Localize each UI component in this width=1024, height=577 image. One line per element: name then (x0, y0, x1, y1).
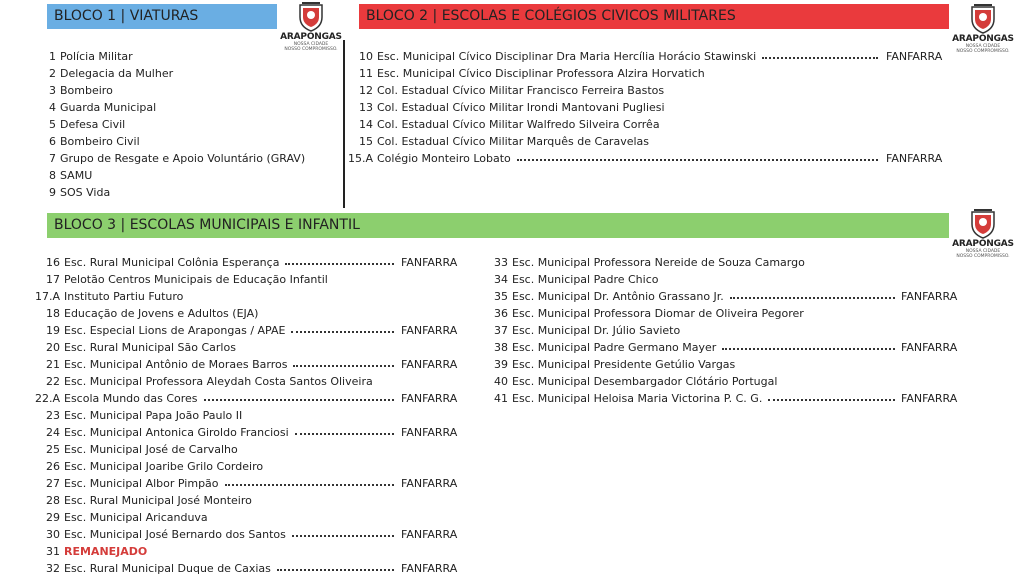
fanfarra-tag: FANFARRA (401, 528, 458, 541)
coat-of-arms-icon (968, 207, 998, 239)
item-name: Esc. Municipal José de Carvalho (64, 443, 238, 456)
item-number: 33 (494, 256, 508, 269)
item-number: 13 (359, 101, 373, 114)
leader-dots (285, 254, 394, 265)
item-name: Esc. Municipal Aricanduva (64, 511, 208, 524)
leader-dots (293, 356, 394, 367)
list-item (470, 322, 970, 339)
fanfarra-tag: FANFARRA (901, 392, 958, 405)
list-item (330, 48, 960, 65)
list-item (20, 99, 340, 116)
item-number: 10 (359, 50, 373, 63)
item-number: 40 (494, 375, 508, 388)
item-name: Esc. Municipal José Bernardo dos Santos (64, 528, 286, 541)
logo-name: ARAPONGAS (280, 32, 342, 42)
leader-dots (225, 475, 394, 486)
item-number: 31 (46, 545, 60, 558)
list-item (0, 509, 470, 526)
fanfarra-tag: FANFARRA (401, 562, 458, 575)
logo-tagline-2: NOSSO COMPROMISSO. (956, 254, 1010, 259)
list-item (470, 356, 970, 373)
leader-dots (277, 560, 394, 571)
item-number: 29 (46, 511, 60, 524)
bloco1-list (20, 48, 340, 201)
logo-tagline-1: NOSSA CIDADE (965, 44, 1001, 49)
bloco1-header: BLOCO 1 | VIATURAS (47, 4, 277, 29)
item-number: 32 (46, 562, 60, 575)
item-number: 39 (494, 358, 508, 371)
item-name: Esc. Rural Municipal José Monteiro (64, 494, 252, 507)
leader-dots (762, 48, 878, 59)
bloco3-right-list (470, 254, 970, 407)
logo-tagline-2: NOSSO COMPROMISSO. (284, 47, 338, 52)
fanfarra-tag: FANFARRA (401, 392, 458, 405)
item-name: Guarda Municipal (60, 101, 157, 114)
list-item (330, 65, 960, 82)
list-item (0, 441, 470, 458)
item-name: Defesa Civil (60, 118, 126, 131)
list-item (20, 150, 340, 167)
item-number: 35 (494, 290, 508, 303)
item-number: 15.A (347, 152, 373, 165)
arapongas-logo (947, 2, 1019, 54)
list-item (470, 390, 970, 407)
list-item (20, 65, 340, 82)
item-number: 36 (494, 307, 508, 320)
list-item (20, 116, 340, 133)
item-name: Esc. Municipal Professora Aleydah Costa Santos Oliveira (64, 375, 373, 388)
list-item (0, 458, 470, 475)
item-name: SOS Vida (60, 186, 111, 199)
item-name: Esc. Municipal Joaribe Grilo Cordeiro (64, 460, 264, 473)
item-name: Esc. Rural Municipal São Carlos (64, 341, 236, 354)
item-name: Esc. Municipal Padre Germano Mayer (512, 341, 717, 354)
leader-dots (768, 390, 895, 401)
fanfarra-tag: FANFARRA (401, 256, 458, 269)
list-item (470, 271, 970, 288)
item-name: Esc. Municipal Heloisa Maria Victorina P. C. G. (512, 392, 763, 405)
item-number: 14 (359, 118, 373, 131)
item-name: Colégio Monteiro Lobato (377, 152, 511, 165)
list-item (20, 133, 340, 150)
leader-dots (292, 526, 394, 537)
item-number: 11 (359, 67, 373, 80)
coat-of-arms-icon (968, 2, 998, 34)
fanfarra-tag: FANFARRA (401, 477, 458, 490)
item-name: Esc. Rural Municipal Colônia Esperança (64, 256, 280, 269)
item-number: 16 (46, 256, 60, 269)
item-number: 28 (46, 494, 60, 507)
item-name: Instituto Partiu Futuro (64, 290, 184, 303)
item-number: 5 (49, 118, 56, 131)
fanfarra-tag: FANFARRA (401, 324, 458, 337)
item-number: 38 (494, 341, 508, 354)
item-name: Bombeiro (60, 84, 113, 97)
item-number: 25 (46, 443, 60, 456)
item-number: 2 (49, 67, 56, 80)
list-item (470, 254, 970, 271)
list-item (470, 288, 970, 305)
logo-name: ARAPONGAS (952, 34, 1014, 44)
item-name: SAMU (60, 169, 93, 182)
item-name: Esc. Municipal Dr. Antônio Grassano Jr. (512, 290, 724, 303)
fanfarra-tag: FANFARRA (886, 50, 943, 63)
logo-name: ARAPONGAS (952, 239, 1014, 249)
logo-tagline-1: NOSSA CIDADE (965, 249, 1001, 254)
list-item (330, 82, 960, 99)
leader-dots (517, 150, 878, 161)
list-item (20, 184, 340, 201)
item-number: 20 (46, 341, 60, 354)
item-number: 22.A (34, 392, 60, 405)
list-item (0, 475, 470, 492)
item-number: 19 (46, 324, 60, 337)
item-number: 8 (49, 169, 56, 182)
list-item (0, 271, 470, 288)
leader-dots (722, 339, 895, 350)
item-number: 17 (46, 273, 60, 286)
item-name: Esc. Municipal Albor Pimpão (64, 477, 219, 490)
item-name: Esc. Municipal Desembargador Clótário Portugal (512, 375, 778, 388)
list-item (470, 305, 970, 322)
item-name: Col. Estadual Cívico Militar Francisco Ferreira Bastos (377, 84, 665, 97)
list-item (0, 424, 470, 441)
item-name: Esc. Municipal Antonica Giroldo Franciosi (64, 426, 289, 439)
list-item (0, 305, 470, 322)
item-name: Esc. Municipal Padre Chico (512, 273, 659, 286)
list-item (0, 543, 470, 560)
bloco3-left-list (0, 254, 470, 577)
list-item (0, 390, 470, 407)
list-item (330, 116, 960, 133)
item-name: Educação de Jovens e Adultos (EJA) (64, 307, 259, 320)
item-name: Esc. Municipal Professora Nereide de Souza Camargo (512, 256, 805, 269)
item-name: Esc. Municipal Cívico Disciplinar Professora Alzira Horvatich (377, 67, 705, 80)
item-name: Grupo de Resgate e Apoio Voluntário (GRAV) (60, 152, 306, 165)
item-name: Esc. Rural Municipal Duque de Caxias (64, 562, 271, 575)
list-item (0, 492, 470, 509)
logo-tagline-1: NOSSA CIDADE (293, 42, 329, 47)
item-name: Esc. Municipal Presidente Getúlio Vargas (512, 358, 736, 371)
item-name: Esc. Especial Lions de Arapongas / APAE (64, 324, 286, 337)
item-number: 12 (359, 84, 373, 97)
item-name: Col. Estadual Cívico Militar Walfredo Silveira Corrêa (377, 118, 660, 131)
item-name: Polícia Militar (60, 50, 133, 63)
fanfarra-tag: FANFARRA (401, 358, 458, 371)
leader-dots (291, 322, 394, 333)
item-number: 3 (49, 84, 56, 97)
list-item (330, 99, 960, 116)
list-item (20, 167, 340, 184)
item-name: Col. Estadual Cívico Militar Irondi Mantovani Pugliesi (377, 101, 665, 114)
list-item (330, 150, 960, 167)
coat-of-arms-icon (296, 0, 326, 32)
item-number: 1 (49, 50, 56, 63)
list-item (0, 373, 470, 390)
fanfarra-tag: FANFARRA (401, 426, 458, 439)
item-number: 34 (494, 273, 508, 286)
list-item (20, 48, 340, 65)
leader-dots (204, 390, 394, 401)
item-number: 41 (494, 392, 508, 405)
list-item (330, 133, 960, 150)
bloco3-header: BLOCO 3 | ESCOLAS MUNICIPAIS E INFANTIL (47, 213, 949, 238)
item-number: 24 (46, 426, 60, 439)
leader-dots (730, 288, 895, 299)
list-item (0, 288, 470, 305)
item-name: REMANEJADO (64, 545, 148, 558)
item-name: Escola Mundo das Cores (64, 392, 198, 405)
list-item (0, 322, 470, 339)
item-number: 6 (49, 135, 56, 148)
item-number: 21 (46, 358, 60, 371)
item-name: Pelotão Centros Municipais de Educação Infantil (64, 273, 328, 286)
item-name: Col. Estadual Cívico Militar Marquês de Caravelas (377, 135, 649, 148)
item-name: Esc. Municipal Papa João Paulo II (64, 409, 243, 422)
list-item (470, 339, 970, 356)
bloco2-list (330, 48, 960, 167)
arapongas-logo (947, 207, 1019, 259)
item-number: 17.A (34, 290, 60, 303)
list-item (0, 526, 470, 543)
item-name: Bombeiro Civil (60, 135, 140, 148)
item-number: 30 (46, 528, 60, 541)
item-name: Delegacia da Mulher (60, 67, 174, 80)
bloco2-header: BLOCO 2 | ESCOLAS E COLÉGIOS CIVICOS MILITARES (359, 4, 949, 29)
item-number: 23 (46, 409, 60, 422)
item-number: 18 (46, 307, 60, 320)
list-item (0, 339, 470, 356)
fanfarra-tag: FANFARRA (886, 152, 943, 165)
list-item (0, 560, 470, 577)
fanfarra-tag: FANFARRA (901, 290, 958, 303)
item-name: Esc. Municipal Antônio de Moraes Barros (64, 358, 288, 371)
item-number: 9 (49, 186, 56, 199)
item-name: Esc. Municipal Dr. Júlio Savieto (512, 324, 681, 337)
item-number: 7 (49, 152, 56, 165)
item-number: 37 (494, 324, 508, 337)
item-name: Esc. Municipal Cívico Disciplinar Dra Maria Hercília Horácio Stawinski (377, 50, 757, 63)
leader-dots (295, 424, 394, 435)
item-number: 27 (46, 477, 60, 490)
list-item (470, 373, 970, 390)
arapongas-logo (275, 0, 347, 52)
logo-tagline-2: NOSSO COMPROMISSO. (956, 49, 1010, 54)
list-item (0, 356, 470, 373)
item-name: Esc. Municipal Professora Diomar de Oliveira Pegorer (512, 307, 804, 320)
item-number: 4 (49, 101, 56, 114)
list-item (0, 407, 470, 424)
list-item (20, 82, 340, 99)
fanfarra-tag: FANFARRA (901, 341, 958, 354)
item-number: 22 (46, 375, 60, 388)
list-item (0, 254, 470, 271)
item-number: 15 (359, 135, 373, 148)
item-number: 26 (46, 460, 60, 473)
